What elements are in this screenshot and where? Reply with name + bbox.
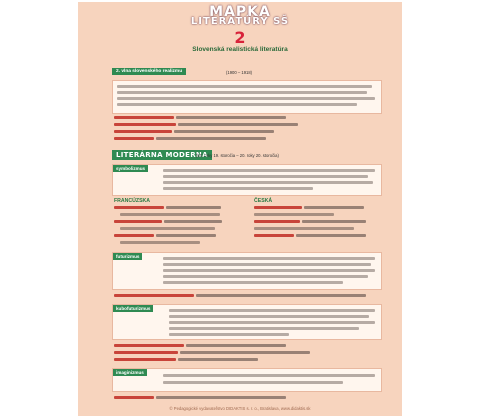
realism-intro-box [112, 80, 382, 114]
futurism-box [112, 252, 382, 290]
section-realism-dates: (1900 – 1918) [226, 70, 253, 75]
cubofuturism-box [112, 304, 382, 340]
symbolism-box [112, 164, 382, 196]
futurism-tag: futurizmus [113, 253, 142, 260]
title-line-2: LITERATÚRY SŠ [190, 16, 290, 27]
symbolism-tag: symbolizmus [113, 165, 148, 172]
column-czech: ČESKÁ [254, 198, 273, 204]
imaginism-tag: imaginizmus [113, 369, 147, 376]
title-number: 2 [234, 28, 246, 47]
section-modern-label: LITERÁRNA MODERNA [112, 150, 212, 160]
section-realism-label: 2. vlna slovenského realizmu [112, 68, 186, 75]
title-line-1: MAPKA [209, 4, 271, 20]
imaginism-box [112, 368, 382, 392]
cubofuturism-tag: kubofuturizmus [113, 305, 153, 312]
section-modern-dates: (80. roky 19. storočia – 20. roky 20. storočia) [196, 153, 279, 158]
publisher-footer: © Pedagogické vydavateľstvo DIDAKTIS s. r. o., Bratislava, www.didaktis.sk [169, 406, 311, 411]
page-subtitle: Slovenská realistická literatúra [192, 46, 288, 53]
poster [78, 2, 402, 416]
column-french: FRANCÚZSKA [114, 198, 151, 204]
